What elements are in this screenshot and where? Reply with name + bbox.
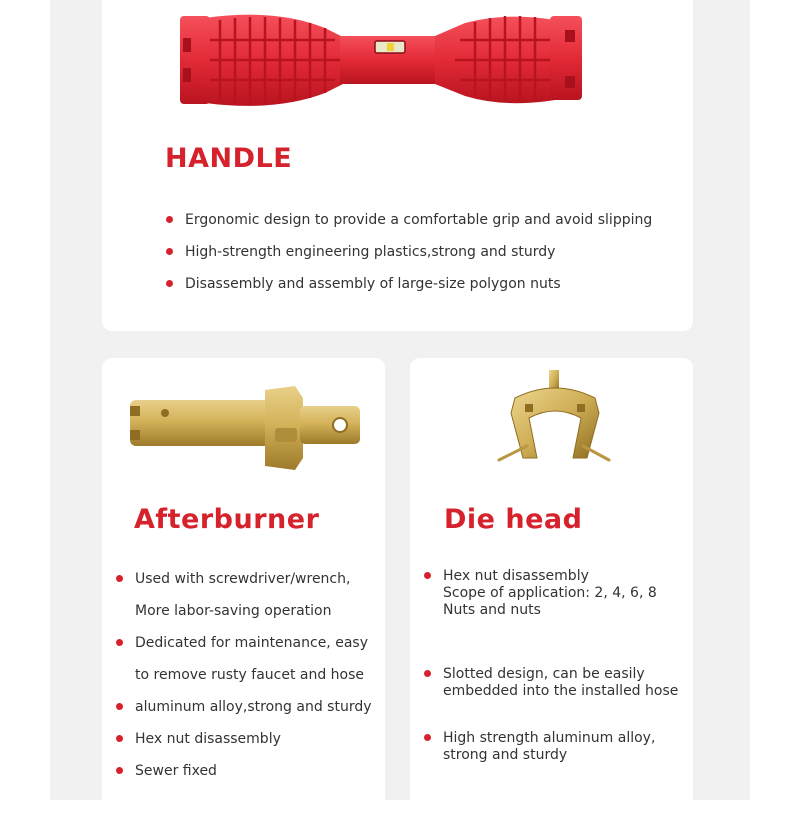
list-item: Hex nut disassembly Scope of application: 2, 4, 6, 8 Nuts and nuts xyxy=(424,568,657,619)
handle-title: HANDLE xyxy=(165,143,293,174)
list-item: Slotted design, can be easily embedded into the installed hose xyxy=(424,666,678,700)
list-item: Disassembly and assembly of large-size polygon nuts xyxy=(166,276,561,293)
list-item: High-strength engineering plastics,strong and sturdy xyxy=(166,244,555,261)
afterburner-title: Afterburner xyxy=(134,504,320,535)
wrench-handle-image xyxy=(175,8,615,113)
bullet-dot-icon xyxy=(424,670,431,677)
list-item: Sewer fixed xyxy=(116,763,217,780)
bullet-dot-icon xyxy=(166,280,173,287)
list-item: Ergonomic design to provide a comfortable grip and avoid slipping xyxy=(166,212,652,229)
bullet-dot-icon xyxy=(424,734,431,741)
list-item: aluminum alloy,strong and sturdy xyxy=(116,699,372,716)
bullet-dot-icon xyxy=(166,216,173,223)
list-item: High strength aluminum alloy, strong and sturdy xyxy=(424,730,655,764)
afterburner-image xyxy=(125,378,370,478)
bullet-dot-icon xyxy=(116,639,123,646)
list-item: More labor-saving operation xyxy=(135,603,332,619)
list-item: Hex nut disassembly xyxy=(116,731,281,748)
bullet-dot-icon xyxy=(116,735,123,742)
list-item: Dedicated for maintenance, easy xyxy=(116,635,368,652)
bullet-dot-icon xyxy=(116,703,123,710)
list-item: to remove rusty faucet and hose xyxy=(135,667,365,683)
bullet-dot-icon xyxy=(116,575,123,582)
die-head-image xyxy=(495,368,615,473)
bullet-dot-icon xyxy=(166,248,173,255)
bullet-dot-icon xyxy=(116,767,123,774)
list-item: Used with screwdriver/wrench, xyxy=(116,571,350,588)
bullet-dot-icon xyxy=(424,572,431,579)
die-head-title: Die head xyxy=(444,504,583,535)
